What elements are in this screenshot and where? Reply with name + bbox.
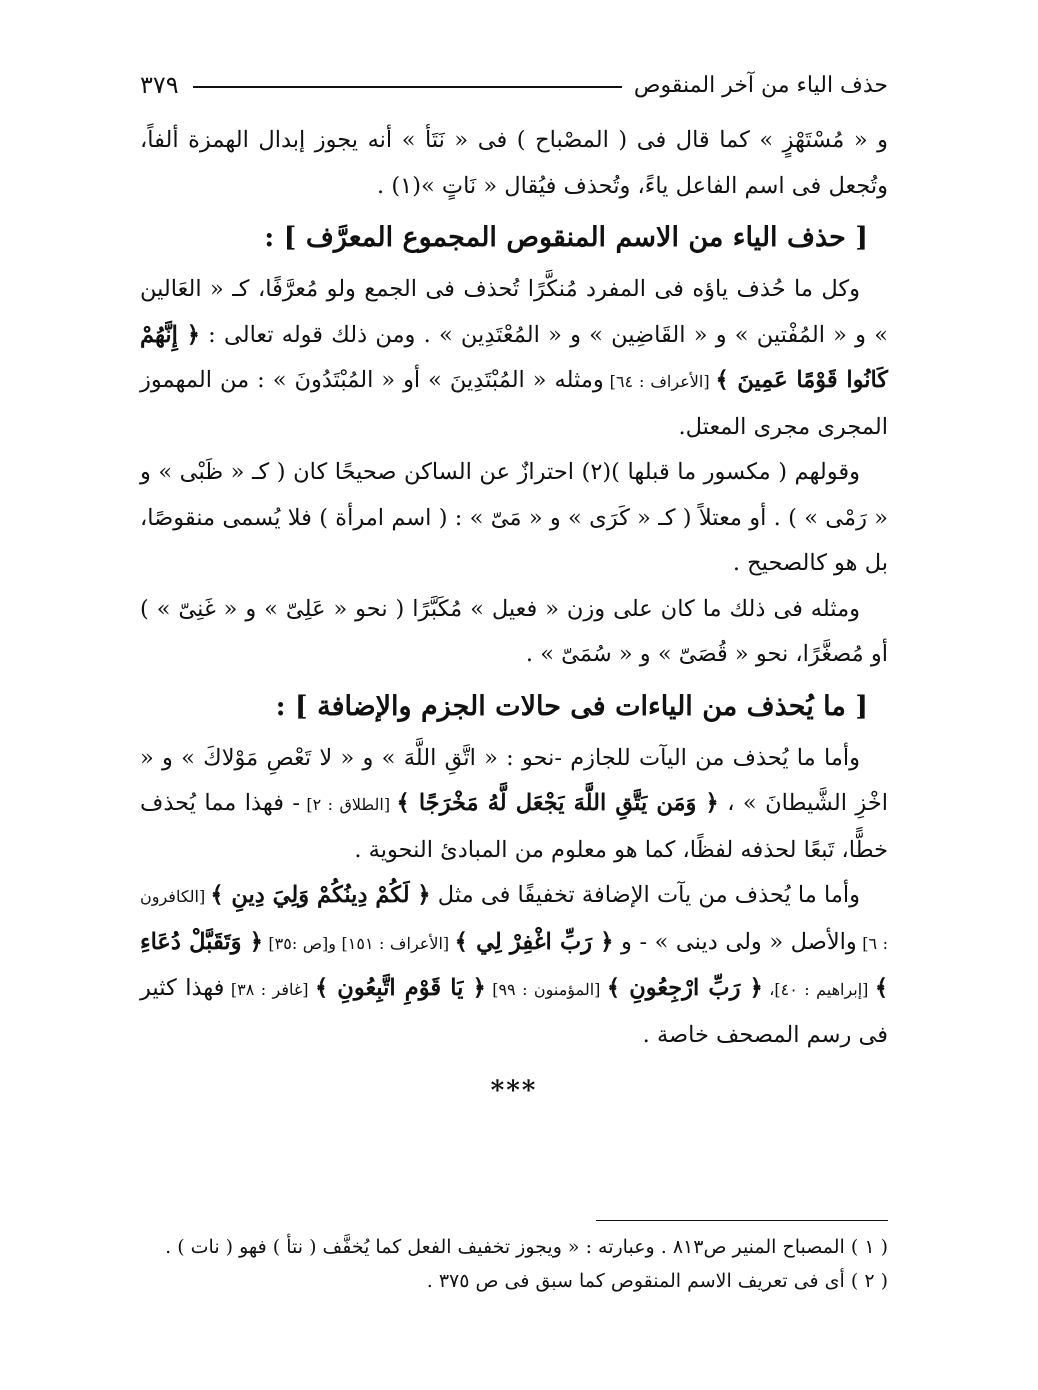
section-heading-1: [ حذف الياء من الاسم المنقوص المجموع المعرَّف ] : [264,222,868,253]
footnote-1: ( ١ ) المصباح المنير ص٨١٣ . وعبارته : « ويجوز تخفيف الفعل كما يُخفَّف ( نتأ ) فهو ( نات ) . [165,1236,888,1258]
footnote-rule [596,1220,888,1221]
paragraph-6-text-b: والأصل « ولى دينى » - و [613,928,857,955]
quran-verse: ﴿ رَبِّ ارْجِعُونِ ﴾ [606,975,763,1001]
section-heading-2: [ ما يُحذف من الياءات فى حالات الجزم والإضافة ] : [275,690,868,722]
verse-reference: [الأعراف : ٦٤] [603,372,716,391]
paragraph-3: وقولهم ( مكسور ما قبلها )(٢) احترازٌ عن الساكن صحيحًا كان ( كـ « ظَبْى » و « رَمْى » ) . أو معتلاً ( كـ « كَرَى » و « مَىّ » : ( اسم امرأة ) فلا يُسمى منقوصًا، بل هو كالصحيح . [140,459,888,576]
paragraph-6 [140,873,888,1058]
paragraph-2-text-a: وكل ما حُذف ياؤه فى المفرد مُنكَّرًا تُحذف فى الجمع ولو مُعرَّفًا، كـ « العَالين » و « المُفْتين » و « القَاضِين » و « المُعْتَدِين » . ومن ذلك قوله تعالى : [140,276,888,348]
page [140,60,888,1390]
verse-reference: [إبراهيم : ٤٠]، [762,980,875,999]
paragraph-2 [140,267,888,450]
verse-reference: [الكافرون : ٦] [140,887,889,953]
paragraph-6-text-a: وأما ما يُحذف من يآت الإضافة تخفيفًا فى مثل [430,882,860,908]
page-number: ٣٧٩ [140,71,179,99]
section-separator: *** [490,1076,538,1106]
footnotes [140,1230,888,1298]
verse-reference: [الطلاق : ٢] [300,795,397,814]
header-rule [193,86,622,88]
verse-reference: [المؤمنون : ٩٩] [485,980,607,999]
quran-verse: ﴿ وَمَن يَتَّقِ اللَّهَ يَجْعَل لَّهُ مَخْرَجًا ﴾ [396,790,719,816]
paragraph-5-text-b: - فهذا مما يُحذف خطًّا، تَبعًا لحذفه لفظًا، كما هو معلوم من المبادئ النحوية . [140,790,888,863]
paragraph-2-text-b: ومثله « المُبْتَدِينَ » أو « المُبْتَدُونَ » : من المهموز المجرى مجرى المعتل. [140,367,888,440]
quran-verse: ﴿ رَبِّ اغْفِرْ لِي ﴾ [454,928,614,955]
paragraph-5 [140,736,888,874]
paragraph-4: ومثله فى ذلك ما كان على وزن « فعيل » مُكَبَّرًا ( نحو « عَلِىّ » و « غَنِىّ » ) أو مُصغَّرًا، نحو « قُصَىّ » و « سُمَىّ » . [140,595,888,667]
footnote-2: ( ٢ ) أى فى تعريف الاسم المنقوص كما سبق فى ص ٣٧٥ . [426,1270,888,1292]
main-text [140,118,888,1116]
paragraph-5-text-a: وأما ما يُحذف من اليآت للجازم -نحو : « اتَّقِ اللَّهَ » و « لا تَعْصِ مَوْلاكَ » و « اخْزِ الشَّيطانَ » ، [140,744,888,816]
quran-verse: ﴿ يَا قَوْمِ اتَّبِعُونِ ﴾ [314,975,486,1001]
paragraph-6-text-c: فهذا كثير فى رسم المصحف خاصة . [140,975,888,1048]
quran-verse: ﴿ وَتَقَبَّلْ دُعَاءِ ﴾ [140,928,889,1001]
paragraph-1: و « مُسْتَهْزٍ » كما قال فى ( المصْباح ) فى « نَتَأ » أنه يجوز إبدال الهمزة ألفاً، وتُجعل فى اسم الفاعل ياءً، وتُحذف فيُقال « نَاتٍ »(١) . [140,127,888,199]
running-title: حذف الياء من آخر المنقوص [633,72,888,98]
verse-reference: [الأعراف : ١٥١] و[ص :٣٥] [262,933,455,953]
quran-verse: ﴿ لَكُمْ دِينُكُمْ وَلِيَ دِينِ ﴾ [210,882,431,908]
quran-verse: ﴿ إِنَّهُمْ كَانُوا قَوْمًا عَمِينَ ﴾ [140,321,889,393]
running-header [140,65,888,105]
verse-reference: [غافر : ٣٨] [224,980,315,999]
